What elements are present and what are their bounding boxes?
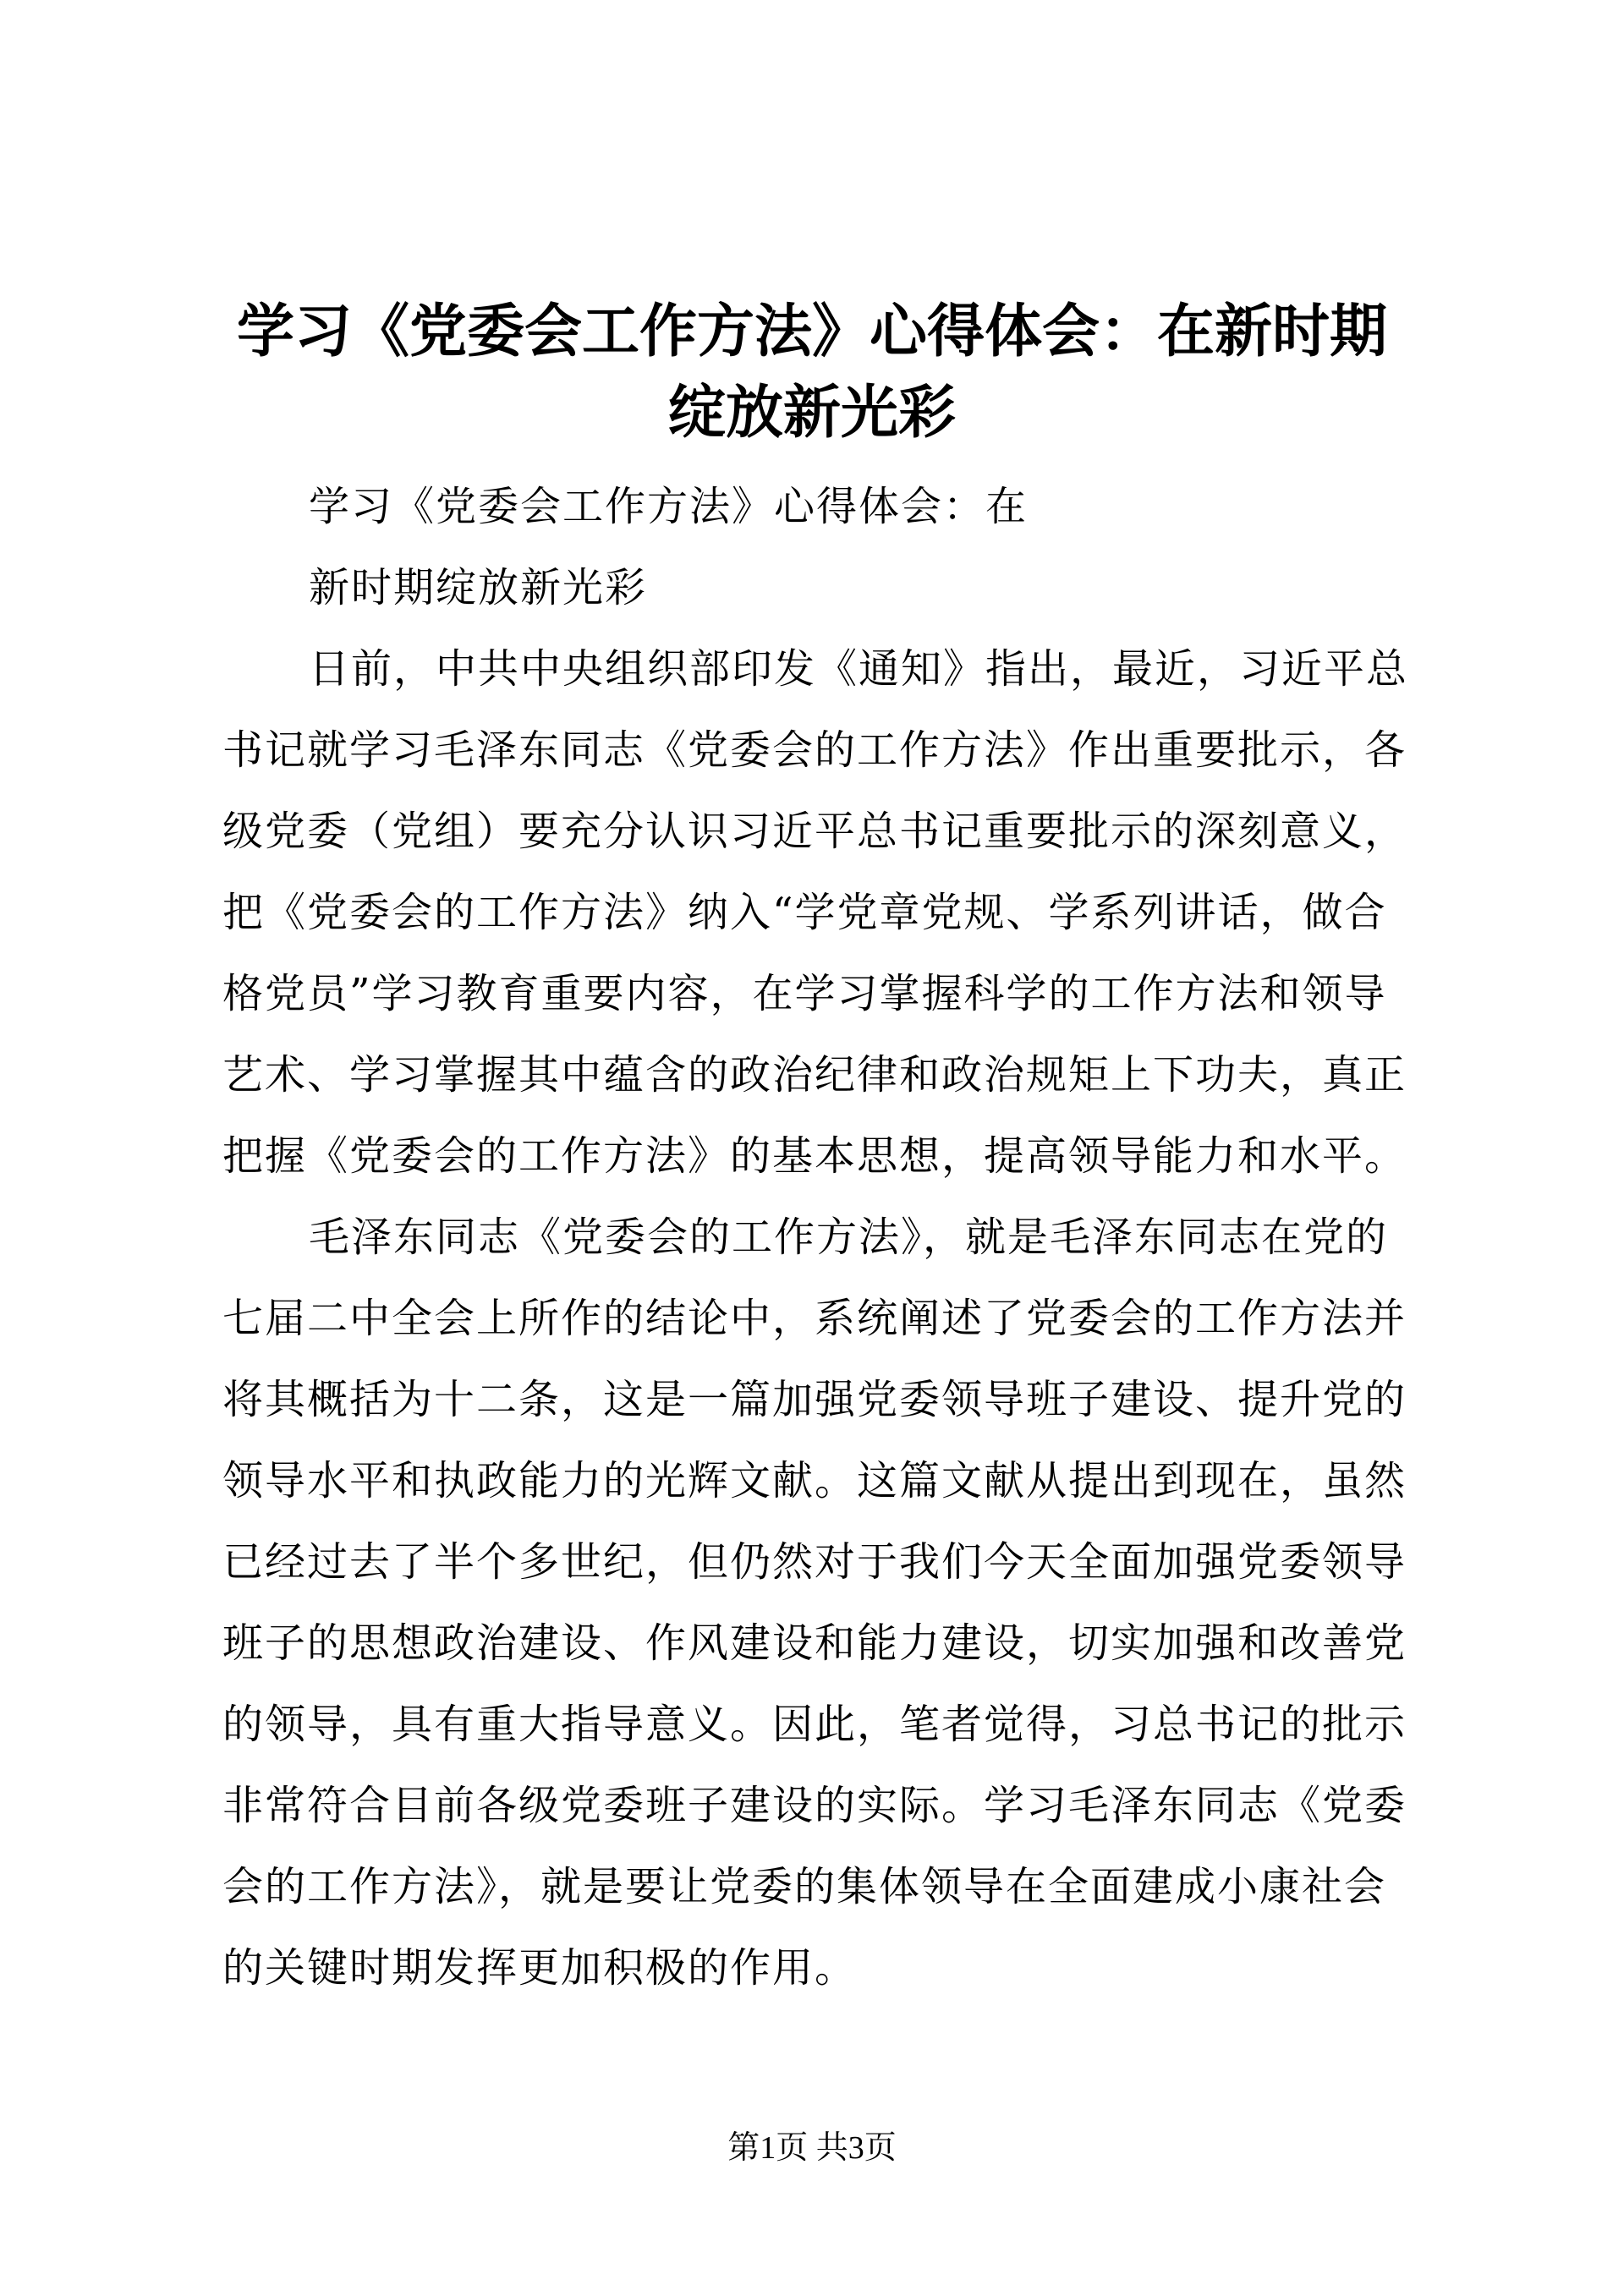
paragraph-line: 艺术、学习掌握其中蕴含的政治纪律和政治规矩上下功夫，真正 — [222, 1051, 1407, 1099]
paragraph-line: 日前，中共中央组织部印发《通知》指出，最近，习近平总 — [309, 645, 1409, 693]
paragraph-line: 将其概括为十二条，这是一篇加强党委领导班子建设、提升党的 — [222, 1376, 1407, 1423]
page-number-footer: 第1页 共3页 — [727, 2130, 897, 2166]
paragraph-line: 的领导，具有重大指导意义。因此，笔者觉得，习总书记的批示 — [222, 1701, 1407, 1748]
paragraph-line: 七届二中全会上所作的结论中，系统阐述了党委会的工作方法并 — [222, 1295, 1407, 1342]
paragraph-line: 的关键时期发挥更加积极的作用。 — [222, 1944, 858, 1992]
paragraph-line: 班子的思想政治建设、作风建设和能力建设，切实加强和改善党 — [222, 1619, 1407, 1667]
paragraph-line: 级党委（党组）要充分认识习近平总书记重要批示的深刻意义， — [222, 808, 1407, 855]
paragraph-2 — [222, 1197, 1440, 2008]
paragraph-line: 格党员”学习教育重要内容，在学习掌握科学的工作方法和领导 — [222, 970, 1387, 1017]
paragraph-line: 领导水平和执政能力的光辉文献。这篇文献从提出到现在，虽然 — [222, 1457, 1407, 1504]
subtitle-line-2: 新时期绽放新光彩 — [309, 564, 648, 611]
paragraph-line: 把握《党委会的工作方法》的基本思想，提高领导能力和水平。 — [222, 1132, 1407, 1180]
title-line-1: 学习《党委会工作方法》心得体会：在新时期 — [236, 298, 1387, 365]
paragraph-line: 已经过去了半个多世纪，但仍然对于我们今天全面加强党委领导 — [222, 1538, 1407, 1586]
document-body — [222, 466, 1440, 2008]
document-title — [0, 291, 1624, 453]
paragraph-line: 把《党委会的工作方法》纳入“学党章党规、学系列讲话，做合 — [222, 889, 1387, 936]
paragraph-1 — [222, 628, 1440, 1197]
paragraph-line: 非常符合目前各级党委班子建设的实际。学习毛泽东同志《党委 — [222, 1782, 1407, 1829]
paragraph-line: 会的工作方法》，就是要让党委的集体领导在全面建成小康社会 — [222, 1863, 1387, 1910]
title-line-2: 绽放新光彩 — [667, 379, 956, 447]
paragraph-line: 毛泽东同志《党委会的工作方法》，就是毛泽东同志在党的 — [309, 1214, 1389, 1261]
paragraph-line: 书记就学习毛泽东同志《党委会的工作方法》作出重要批示，各 — [222, 726, 1407, 774]
subtitle-line-1: 学习《党委会工作方法》心得体会：在 — [309, 483, 1029, 530]
